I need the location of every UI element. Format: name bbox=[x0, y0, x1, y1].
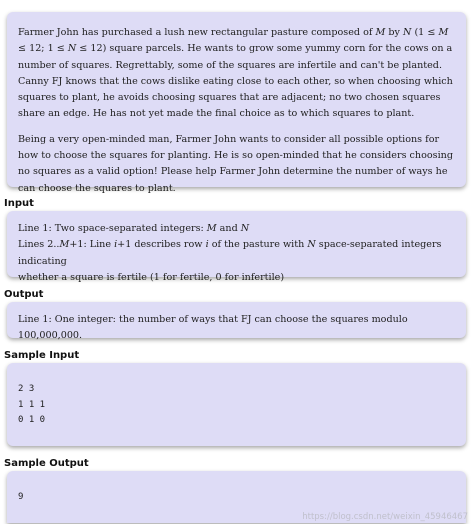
description-paragraph-1 bbox=[18, 25, 454, 123]
sample-input-line: 1 1 1 bbox=[18, 399, 46, 410]
text: and bbox=[216, 223, 241, 234]
input-heading: Input bbox=[4, 198, 34, 209]
text: +1 describes row bbox=[117, 239, 206, 251]
sample-input-line: 2 3 bbox=[18, 384, 35, 394]
input-line-3: whether a square is fertile (1 for fertile, 0 for infertile) bbox=[18, 271, 285, 283]
text: +1: Line bbox=[69, 239, 115, 251]
var-n: N bbox=[67, 43, 77, 55]
input-line-1 bbox=[18, 221, 454, 237]
text: by bbox=[385, 27, 403, 38]
output-panel bbox=[7, 302, 466, 342]
text: (1 ≤ bbox=[411, 27, 439, 38]
text: Lines 2.. bbox=[18, 239, 60, 251]
text: Farmer John has purchased a lush new rectangular pasture composed of bbox=[18, 27, 376, 38]
var-m: M bbox=[438, 27, 449, 38]
var-m: M bbox=[59, 239, 70, 251]
description-paragraph-2: Being a very open-minded man, Farmer John wants to consider all possible options for how to choose the squares for planting. He is so open-minded that he considers choosing no squares as a valid option! Please help Farmer John determine the number of ways he can choose the squares to plant. bbox=[18, 133, 453, 194]
var-i: i bbox=[114, 239, 118, 251]
var-n: N bbox=[402, 27, 412, 38]
text: ≤ 12) bbox=[76, 43, 107, 55]
sample-input-line: 0 1 0 bbox=[18, 415, 46, 425]
output-line-1: Line 1: One integer: the number of ways that FJ can choose the squares modulo 100,000,000. bbox=[18, 314, 408, 342]
var-n: N bbox=[240, 223, 250, 234]
watermark: https://blog.csdn.net/weixin_45946467 bbox=[302, 512, 468, 522]
input-panel bbox=[7, 211, 466, 283]
var-m: M bbox=[375, 27, 386, 38]
input-line-2 bbox=[18, 237, 454, 270]
var-i: i bbox=[205, 239, 209, 251]
sample-output-heading: Sample Output bbox=[4, 458, 89, 469]
text: space-separated integers indicating bbox=[18, 239, 442, 267]
text: of the pasture with bbox=[208, 239, 308, 251]
output-heading: Output bbox=[4, 289, 44, 300]
text: square parcels. He wants to grow some yummy corn for the cows on a number of squares. Regrettably, some of the squares are infertile and can't be planted. Canny FJ knows that the cows dislike eating close to each other, so when choosing which squares to plant, he avoids choosing squares that are adjacent; no two chosen squares share an edge. He has not yet made the final choice as to which squares to plant. bbox=[18, 43, 453, 120]
problem-description-panel bbox=[7, 12, 466, 194]
sample-input-heading: Sample Input bbox=[4, 350, 80, 361]
var-n: N bbox=[307, 239, 316, 251]
text: Line 1: Two space-separated integers: bbox=[18, 223, 207, 234]
sample-output-value: 9 bbox=[18, 492, 24, 502]
text: ≤ 12; 1 ≤ bbox=[18, 43, 68, 55]
sample-input-panel bbox=[7, 363, 466, 446]
var-m: M bbox=[206, 223, 217, 234]
